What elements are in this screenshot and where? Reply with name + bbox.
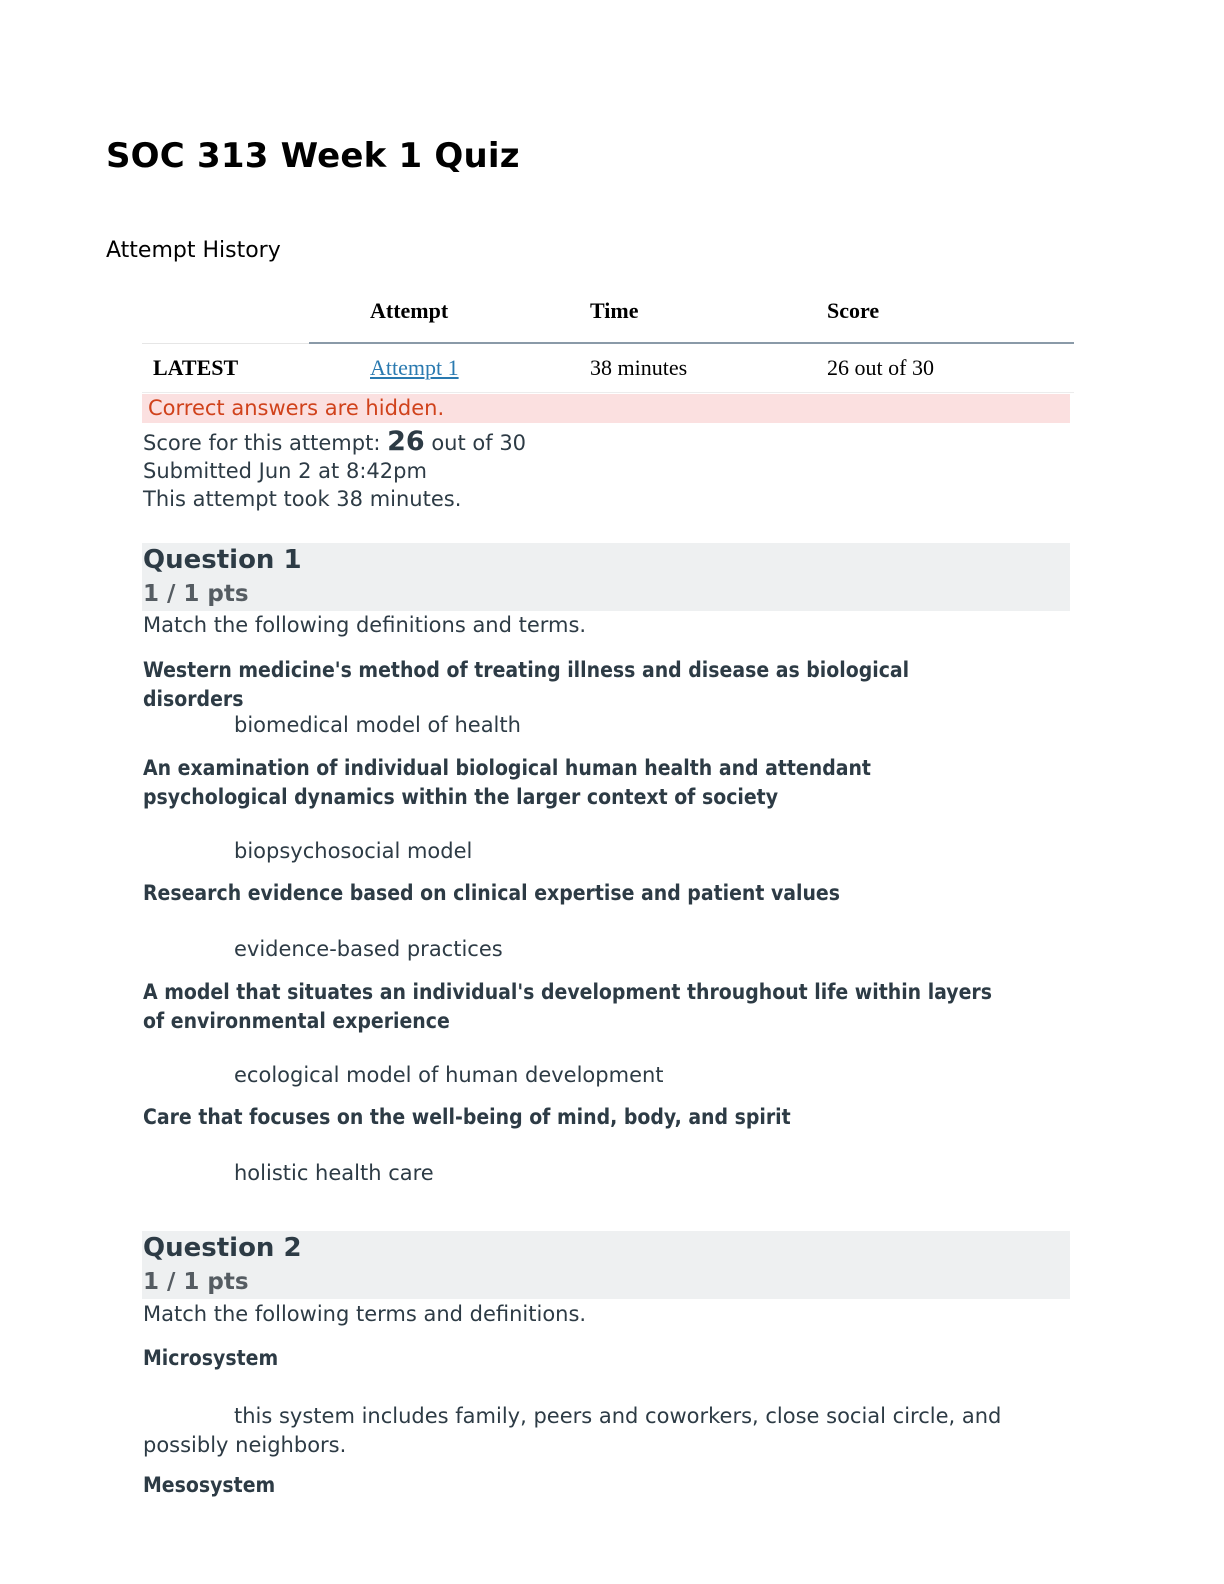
- match-prompt: An examination of individual biological human health and attendant psychological dynamics within the larger context of society: [143, 756, 871, 809]
- attempt-time: 38 minutes: [590, 355, 688, 380]
- match-answer: biomedical model of health: [234, 713, 521, 737]
- question-1-title: Question 1: [143, 545, 302, 575]
- question-1-instruction: Match the following definitions and terms.: [143, 613, 587, 637]
- header-attempt: Attempt: [370, 298, 449, 323]
- attempt-score: 26 out of 30: [827, 355, 934, 380]
- match-prompt: A model that situates an individual's development throughout life within layers of environmental experience: [143, 980, 992, 1033]
- match-answer: holistic health care: [234, 1161, 434, 1185]
- submitted-time: Submitted Jun 2 at 8:42pm: [143, 459, 427, 483]
- match-answer: biopsychosocial model: [234, 839, 473, 863]
- match-answer: this system includes family, peers and coworkers, close social circle, and possibly neighbors.: [143, 1404, 1002, 1457]
- score-value: 26: [387, 426, 425, 457]
- attempt-1-link[interactable]: Attempt 1: [370, 355, 459, 380]
- match-prompt: Care that focuses on the well-being of mind, body, and spirit: [143, 1105, 791, 1129]
- header-time: Time: [590, 298, 639, 323]
- match-answer: evidence-based practices: [234, 937, 503, 961]
- question-2-header: [142, 1231, 1070, 1299]
- header-divider: [309, 342, 1074, 344]
- question-1-header: [142, 543, 1070, 611]
- match-prompt: Mesosystem: [143, 1473, 276, 1497]
- correct-answers-hidden-notice: Correct answers are hidden.: [142, 394, 1070, 423]
- row-divider: [142, 392, 1074, 393]
- match-prompt: Microsystem: [143, 1346, 279, 1370]
- match-prompt: Research evidence based on clinical expertise and patient values: [143, 881, 840, 905]
- match-prompt: Western medicine's method of treating illness and disease as biological disorders: [143, 658, 910, 711]
- attempt-history-heading: Attempt History: [106, 238, 281, 263]
- question-1-points: 1 / 1 pts: [143, 581, 249, 607]
- match-answer: ecological model of human development: [234, 1063, 664, 1087]
- score-label: Score for this attempt:: [143, 431, 388, 455]
- score-line: [143, 428, 526, 457]
- question-2-title: Question 2: [143, 1233, 302, 1263]
- score-total: out of 30: [424, 431, 527, 455]
- page-title: SOC 313 Week 1 Quiz: [106, 136, 520, 176]
- latest-label: LATEST: [153, 355, 239, 380]
- header-divider-left: [142, 343, 309, 344]
- attempt-summary: [143, 428, 526, 513]
- question-2-instruction: Match the following terms and definitions.: [143, 1302, 587, 1326]
- header-score: Score: [827, 298, 880, 323]
- question-2-points: 1 / 1 pts: [143, 1269, 249, 1295]
- attempt-duration: This attempt took 38 minutes.: [143, 487, 462, 511]
